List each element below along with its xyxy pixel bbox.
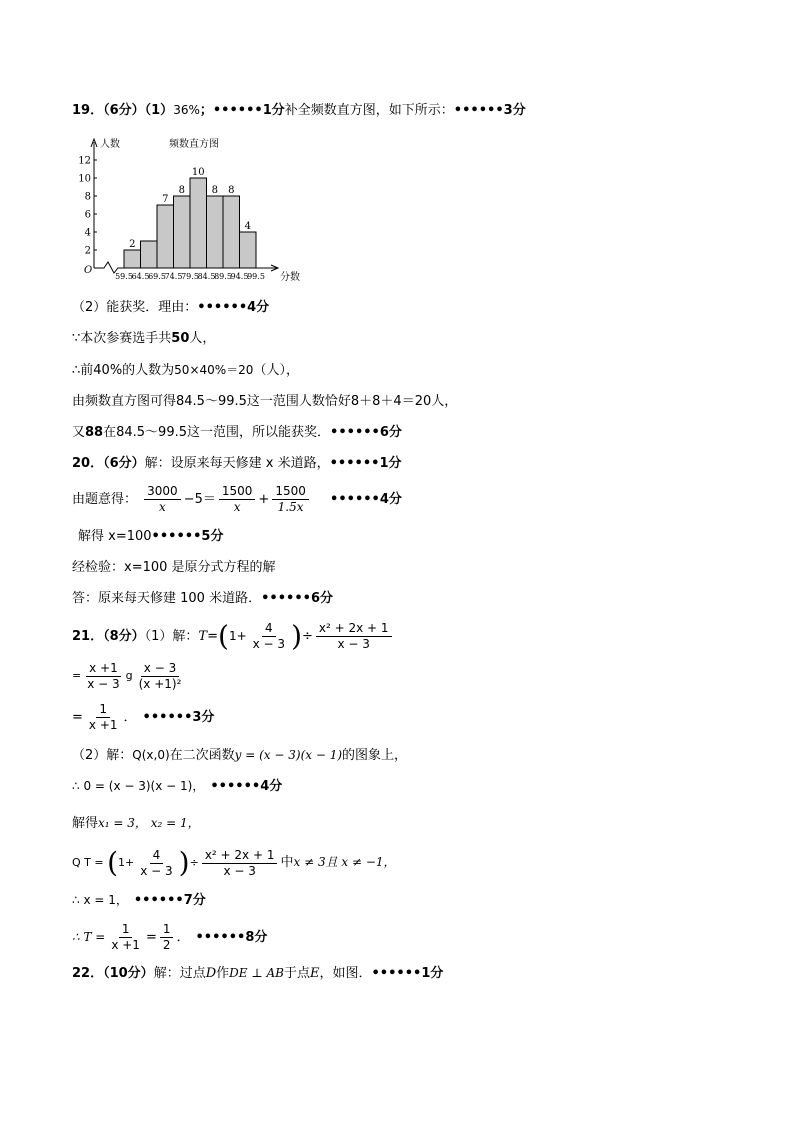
q20-number: 20． bbox=[72, 456, 104, 471]
q19-line1: ∴前40%的人数为50×40%＝20（人）， bbox=[72, 363, 299, 378]
histogram-bar bbox=[141, 241, 158, 268]
frequency-histogram bbox=[72, 132, 332, 282]
q22-header: 22．（10分）解：过点D作DE ⊥ AB于点E，如图．••••••1分 bbox=[72, 966, 444, 981]
bar-value-label: 2 bbox=[129, 239, 136, 250]
q19-line3: 又88在84.5～99.5这一范围，所以能获奖．••••••6分 bbox=[72, 425, 402, 440]
y-axis-label: 人数 bbox=[100, 139, 120, 150]
x-tick-label: 74.5 bbox=[164, 272, 183, 281]
fraction: $\frac{1}{2}$ bbox=[160, 922, 174, 953]
fraction: $\frac{1500}{x}$ bbox=[219, 484, 256, 515]
x-tick-label: 59.5 bbox=[115, 272, 133, 281]
x-tick-label: 64.5 bbox=[131, 272, 150, 281]
y-tick-label: 6 bbox=[84, 209, 91, 221]
histogram-bar bbox=[174, 196, 191, 268]
y-tick-label: 2 bbox=[84, 245, 91, 257]
q19-because: ∵本次参赛选手共50人， bbox=[72, 331, 216, 346]
origin-label: O bbox=[84, 265, 93, 276]
histogram-bar bbox=[207, 196, 224, 268]
fraction: $\frac{\text{x² + 2x + 1}}{x - 3}$ bbox=[202, 848, 278, 879]
chart-title: 频数直方图 bbox=[169, 139, 219, 150]
y-tick-label: 8 bbox=[84, 191, 91, 203]
x-tick-label: 79.5 bbox=[181, 272, 199, 281]
x-tick-label: 99.5 bbox=[247, 272, 265, 281]
q21-step1: = $\frac{x +1}{x - 3}$ g $\frac{x - 3}{\text{(x +1)²}}$ bbox=[72, 660, 187, 692]
q21-part2-line2: ∴ 0 = (x − 3)(x − 1)， ••••••4分 bbox=[72, 779, 283, 794]
x-tick-label: 84.5 bbox=[197, 272, 216, 281]
q20-answer: 答：原来每天修建 100 米道路．••••••6分 bbox=[72, 591, 333, 606]
y-tick-label: 12 bbox=[78, 155, 91, 167]
q22-number: 22． bbox=[72, 966, 104, 981]
x-axis-label: 分数 bbox=[280, 272, 300, 282]
q21-solve: 解得x₁ = 3， x₂ = 1， bbox=[72, 816, 200, 831]
fraction: $\frac{1}{x +1}$ bbox=[88, 702, 118, 732]
dots: •••••• bbox=[329, 456, 380, 471]
fraction: $\frac{4}{x - 3}$ bbox=[252, 621, 286, 651]
q21-part2: （2）解：Q(x,0)在二次函数y = (x − 3)(x − 1)的图象上， bbox=[72, 748, 408, 763]
fraction: $\frac{\text{x² + 2x + 1}}{x - 3}$ bbox=[316, 621, 392, 652]
q19-number: 19． bbox=[72, 103, 104, 118]
q19-score: （6分） bbox=[103, 103, 145, 118]
q21-condition: Q T = (1+ $\frac{4}{x - 3}$ )÷ $\frac{\text{x² + 2x + 1}}{x - 3}$ 中x ≠ 3且 x ≠ −1， bbox=[72, 846, 396, 879]
bar-value-label: 10 bbox=[191, 167, 205, 178]
histogram-bar bbox=[190, 178, 207, 268]
fraction: $\frac{4}{x - 3}$ bbox=[140, 847, 173, 878]
x-tick-label: 94.5 bbox=[230, 272, 249, 281]
bar-value-label: 4 bbox=[244, 221, 251, 232]
x-tick-label: 89.5 bbox=[214, 272, 232, 281]
fraction: $\frac{x +1}{x - 3}$ bbox=[87, 660, 120, 691]
q21-step2: = $\frac{1}{x +1}$ ． ••••••3分 bbox=[72, 702, 215, 732]
x-tick-label: 69.5 bbox=[148, 272, 166, 281]
bar-value-label: 8 bbox=[228, 185, 235, 196]
histogram-bar bbox=[223, 196, 240, 268]
bar-value-label: 8 bbox=[178, 185, 185, 196]
q19-header: 19．（6分）（1）36%；••••••1分补全频数直方图，如下所示：••••••3分 bbox=[72, 103, 526, 118]
q20-header: 20．（6分）解：设原来每天修建 x 米道路，••••••1分 bbox=[72, 456, 402, 471]
q21-number: 21． bbox=[72, 629, 104, 644]
q21-header: 21．（8分）（1）解：T=(1+ $\frac{4}{x - 3}$ )÷ $\frac{\text{x² + 2x + 1}}{x - 3}$ bbox=[72, 618, 395, 655]
q20-solve: 解得 x=100••••••5分 bbox=[78, 529, 224, 544]
q20-equation: 由题意得： $\frac{3000}{x}$ −5＝ $\frac{1500}{x}$ + $\frac{1500}{1.5x}$ ••••••4分 bbox=[72, 484, 402, 514]
q20-check: 经检验：x=100 是原分式方程的解 bbox=[72, 560, 276, 575]
bar-value-label: 7 bbox=[162, 194, 169, 205]
fraction: $\frac{3000}{x}$ bbox=[144, 484, 181, 515]
histogram-bar bbox=[240, 232, 257, 268]
q19-part2: （2）能获奖．理由：••••••4分 bbox=[72, 300, 270, 315]
dots: •••••• bbox=[212, 103, 263, 118]
q19-line2: 由频数直方图可得84.5～99.5这一范围人数恰好8＋8＋4＝20人， bbox=[72, 394, 458, 409]
fraction: $\frac{1500}{1.5x}$ bbox=[272, 484, 309, 515]
fraction: $\frac{1}{x +1}$ bbox=[111, 922, 140, 952]
q21-x-value: ∴ x = 1， ••••••7分 bbox=[72, 893, 206, 908]
q19-percent: 36% bbox=[173, 103, 200, 117]
fraction: $\frac{x - 3}{\text{(x +1)²}}$ bbox=[138, 660, 182, 691]
bar-value-label: 8 bbox=[211, 185, 218, 196]
histogram-bar bbox=[157, 205, 174, 268]
y-tick-label: 4 bbox=[84, 227, 91, 239]
y-tick-label: 10 bbox=[78, 173, 91, 185]
histogram-bar bbox=[124, 250, 141, 268]
q21-result: ∴ T = $\frac{1}{x +1}$ = $\frac{1}{2}$ ． ••••••8分 bbox=[72, 922, 268, 952]
